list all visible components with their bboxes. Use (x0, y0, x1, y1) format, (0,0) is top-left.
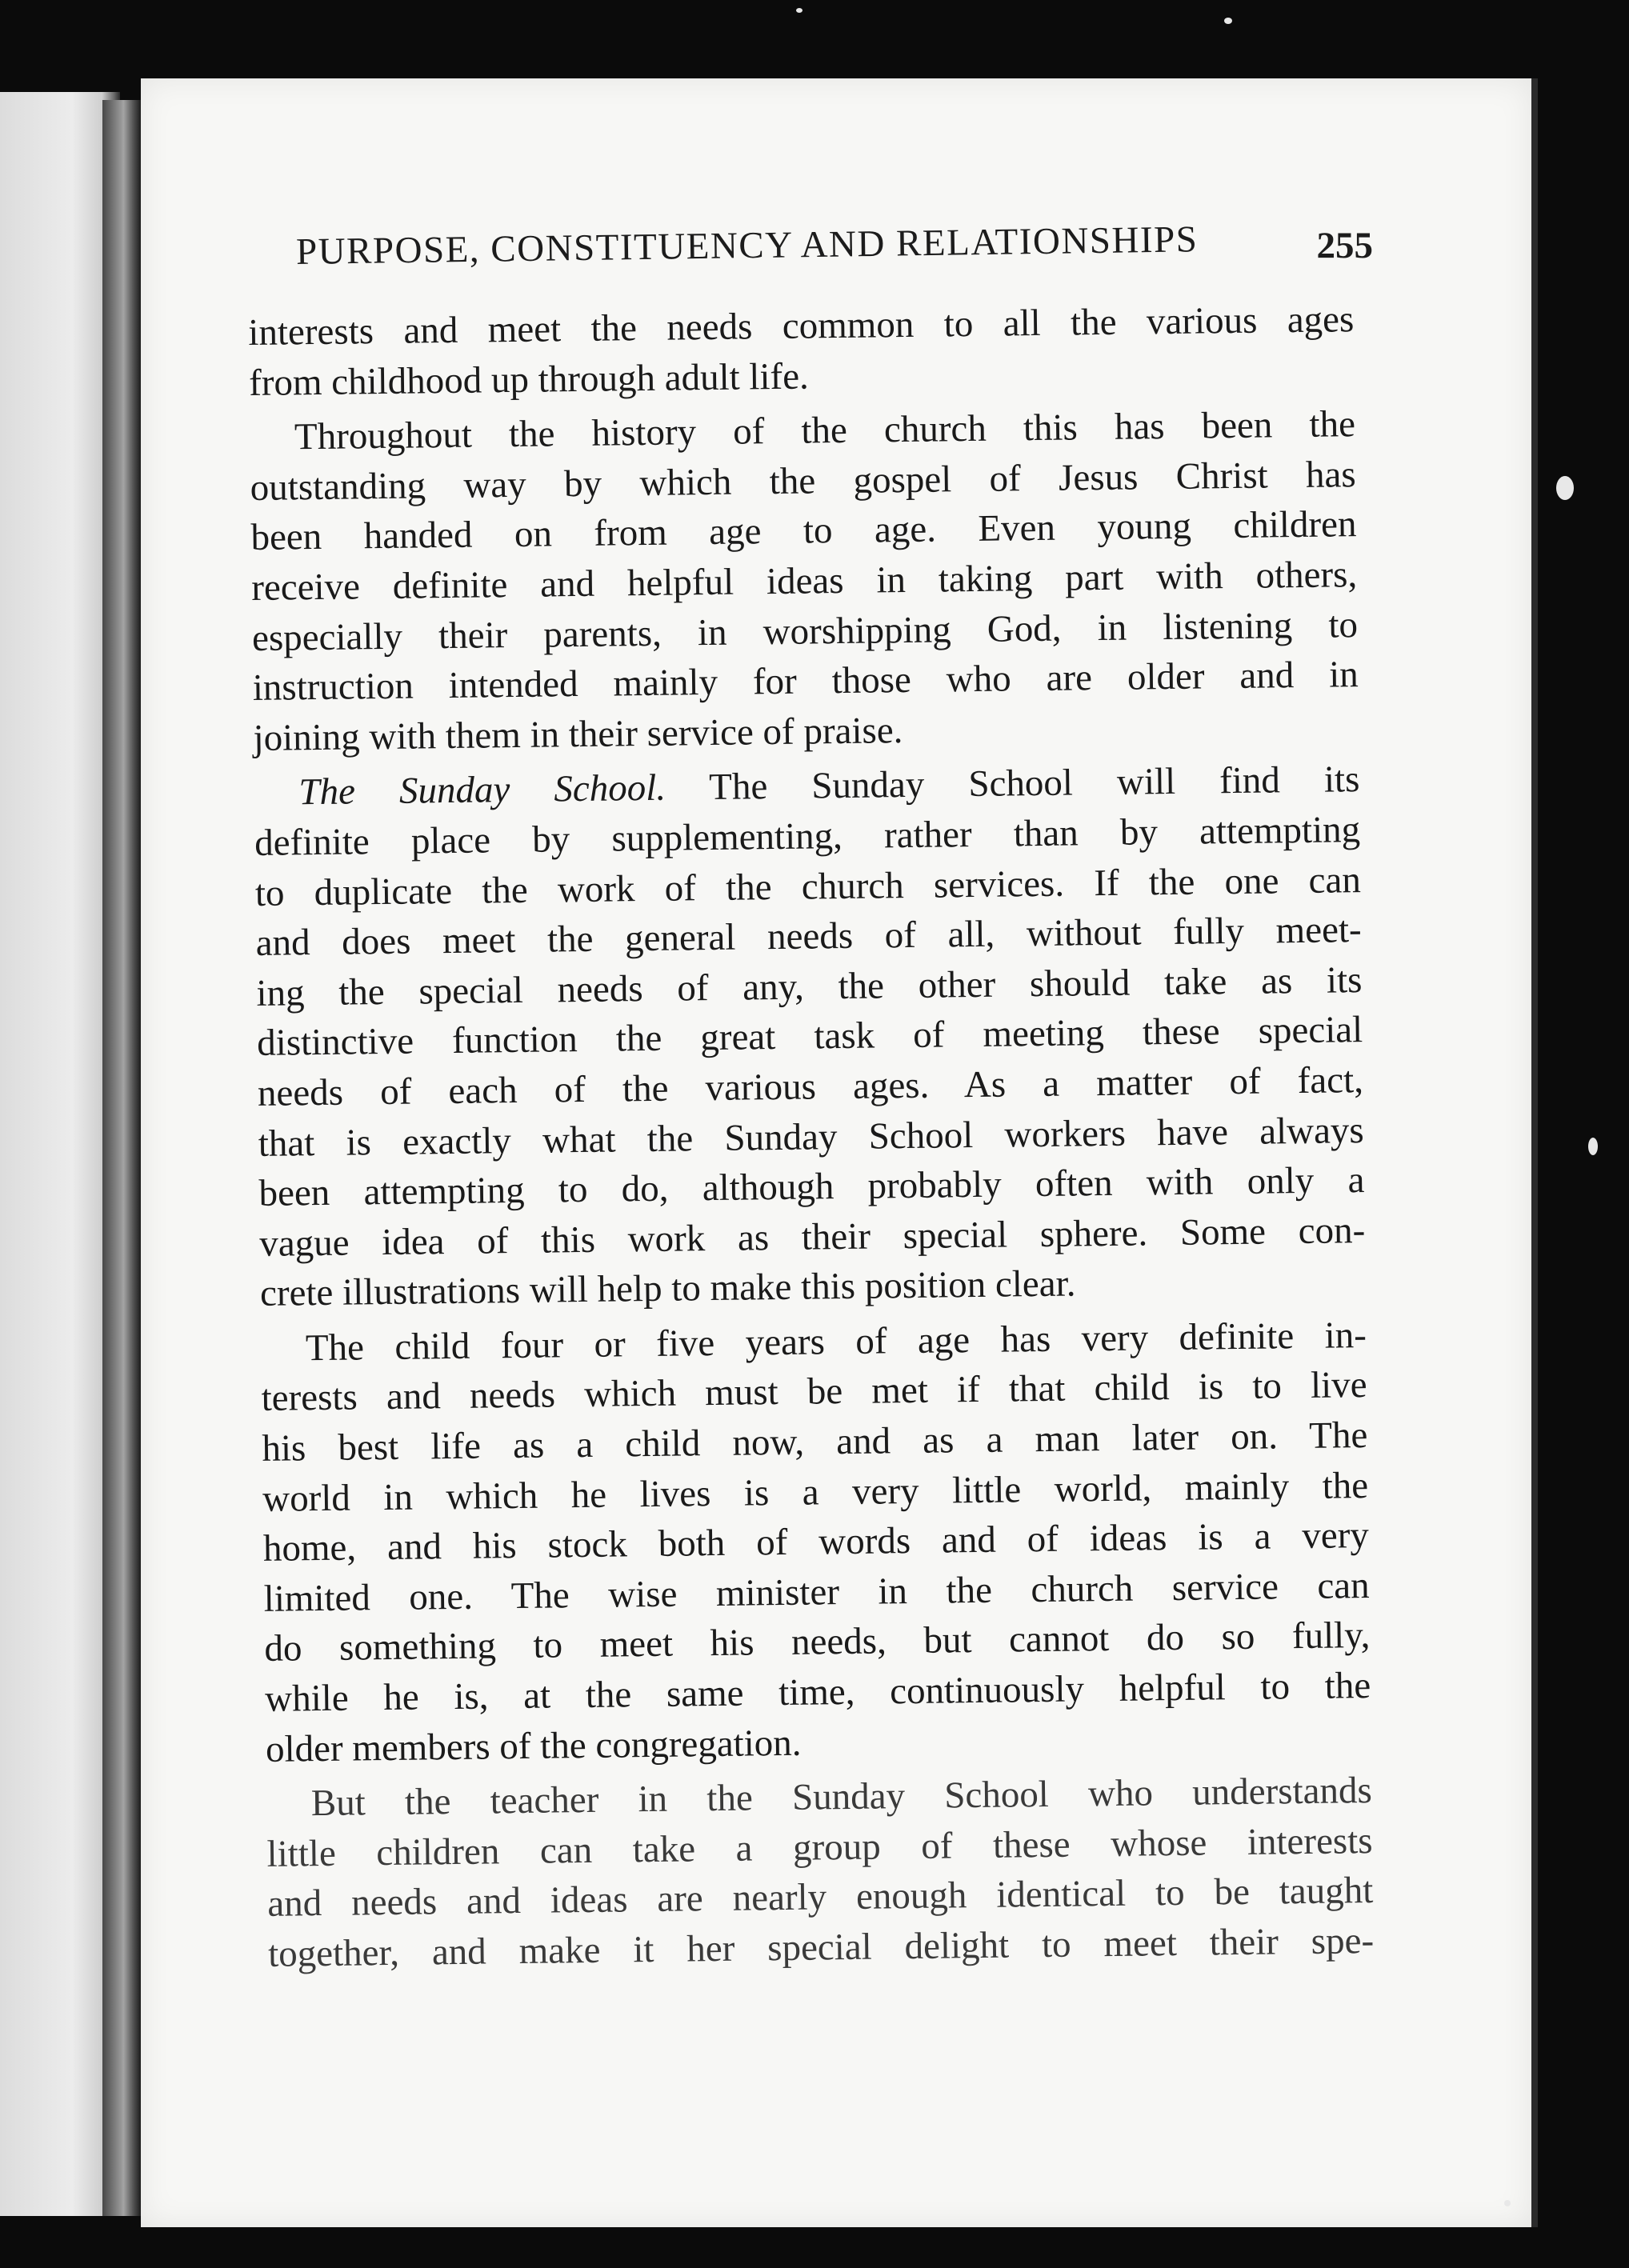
dust-speck (1556, 476, 1574, 500)
text-line: joining with them in their service of praise. (253, 709, 903, 759)
text-line: But the teacher in the Sunday School who understands (310, 1770, 1373, 1825)
text-line: needs of each of the various ages. As a matter of fact, (257, 1058, 1364, 1114)
text-line: The child four or five years of age has very definite in- (305, 1314, 1367, 1370)
dust-speck (1588, 1138, 1598, 1155)
dust-speck (1504, 2200, 1511, 2206)
text-line: older members of the congregation. (265, 1722, 802, 1770)
text-line: vague idea of this work as their special sphere. Some con- (258, 1209, 1366, 1265)
running-title: PURPOSE, CONSTITUENCY AND RELATIONSHIPS (295, 218, 1199, 273)
running-header (295, 216, 1373, 280)
text-line: his best life as a child now, and as a man later on. The (262, 1414, 1368, 1470)
book-gutter (102, 100, 141, 2216)
section-heading: The Sunday School. (298, 767, 666, 814)
text-line: world in which he lives is a very little world, mainly the (262, 1464, 1369, 1520)
text-line: to duplicate the work of the church services. If the one can (254, 858, 1362, 914)
body-text (248, 294, 1374, 1979)
text-line: do something to meet his needs, but cannot do so fully, (264, 1614, 1371, 1670)
text-line: been handed on from age to age. Even young children (250, 503, 1357, 559)
text-line: from childhood up through adult life. (248, 355, 810, 404)
text-line: ing the special needs of any, the other should take as its (256, 958, 1363, 1014)
text-line: instruction intended mainly for those who are older and in (252, 654, 1359, 710)
text-line: while he is, at the same time, continuously helpful to the (264, 1665, 1371, 1720)
page-edge-shadow (1531, 78, 1538, 2227)
text-line: Throughout the history of the church this has been the (294, 403, 1356, 458)
text-line: terests and needs which must be met if that child is to live (261, 1364, 1367, 1420)
dust-speck (1224, 18, 1232, 24)
text-line: home, and his stock both of words and of ideas is a very (262, 1514, 1370, 1570)
text-line: especially their parents, in worshipping God, in listening to (251, 603, 1359, 659)
text-line: receive definite and helpful ideas in taking part with others, (250, 554, 1358, 609)
section-first-line-text: The Sunday School will find its (665, 758, 1360, 810)
text-line: crete illustrations will help to make this position clear. (259, 1262, 1076, 1315)
text-line: interests and meet the needs common to all the various ages (248, 298, 1355, 354)
text-line: definite place by supplementing, rather than by attempting (254, 809, 1361, 864)
text-line: distinctive function the great task of meeting these special (256, 1009, 1363, 1065)
page-number: 255 (1316, 225, 1373, 266)
dust-speck (796, 8, 802, 13)
text-line: little children can take a group of these whose interests (266, 1819, 1373, 1875)
text-line: and needs and ideas are nearly enough identical to be taught (267, 1870, 1374, 1926)
text-line: outstanding way by which the gospel of Jesus Christ has (250, 453, 1356, 509)
text-line: and does meet the general needs of all, without fully meet- (255, 909, 1362, 965)
text-line: been attempting to do, although probably often with only a (258, 1159, 1365, 1215)
text-line: that is exactly what the Sunday School workers have always (258, 1109, 1364, 1165)
text-line: limited one. The wise minister in the church service can (263, 1564, 1370, 1620)
text-line: together, and make it her special delight to meet their spe- (267, 1919, 1375, 1975)
